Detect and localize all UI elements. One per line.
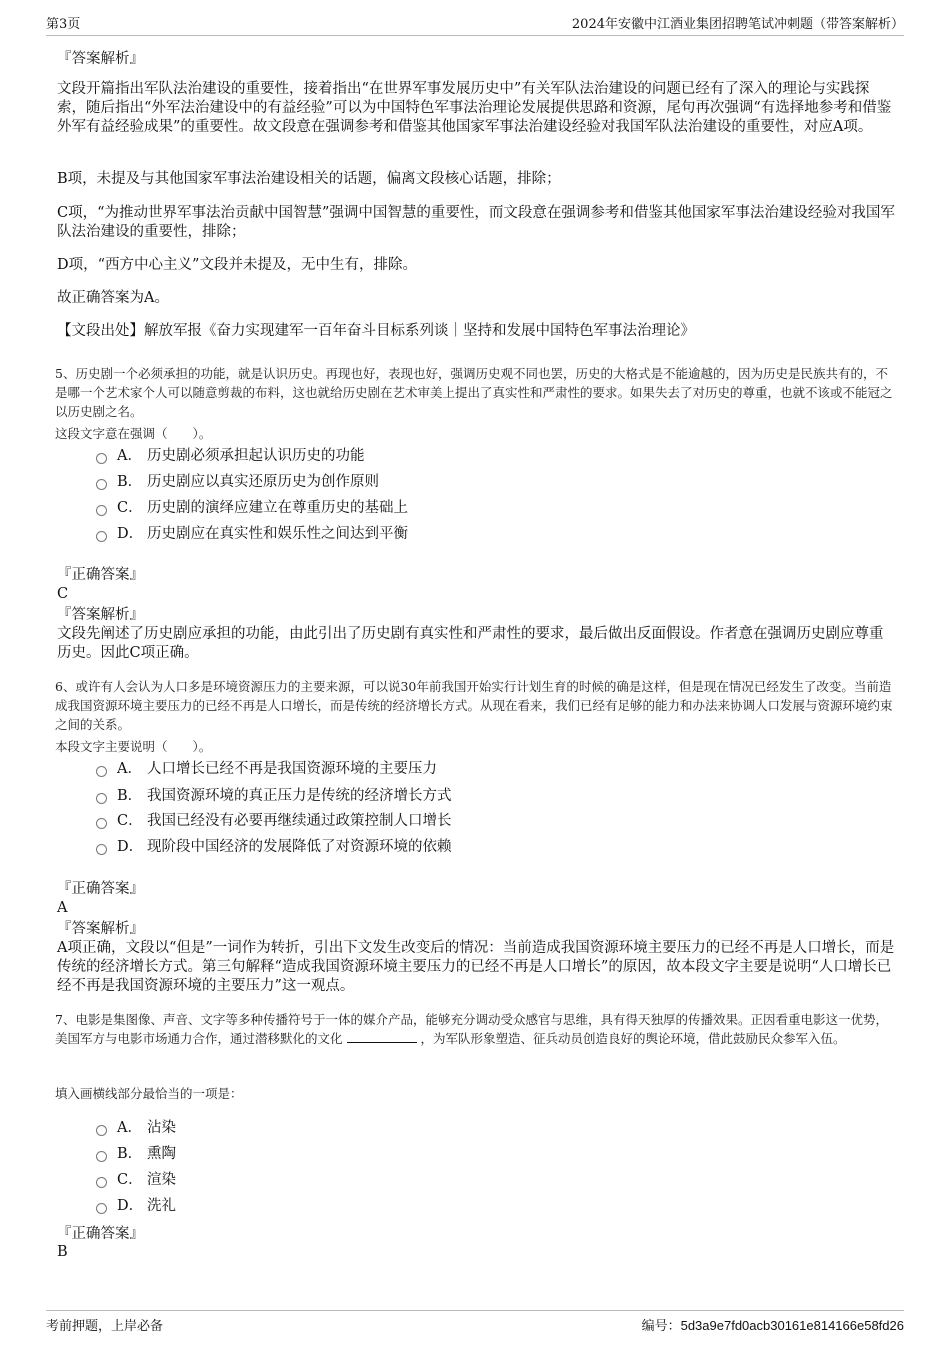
q6-answer-label: 『正确答案』	[57, 881, 144, 897]
q5-answer: C	[57, 586, 69, 602]
page-number: 第3页	[46, 17, 81, 32]
q6-analysis: A项正确，文段以“但是”一词作为转折，引出下文发生改变后的情况：当前造成我国资源环境主要压力的已经不再是人口增长，而是传统的经济增长方式。第三句解释“造成我国资源环境主要压力的已经不再是人口增长”的原因，故本段文字主要是说明“人口增长已经不再是我国资源环境的主要压力”这一观点。	[57, 940, 895, 994]
q4-analysis-para4: D项，“西方中心主义”文段并未提及，无中生有，排除。	[57, 257, 417, 273]
q5-option-a[interactable]: A． 历史剧必须承担起认识历史的功能	[96, 446, 365, 466]
q5-prompt: 这段文字意在强调（ ）。	[55, 426, 212, 441]
q4-analysis-para1: 文段开篇指出军队法治建设的重要性，接着指出“在世界军事发展历史中”有关军队法治建设的问题已经有了深入的理论与实践探索，随后指出“外军法治建设中的有益经验”可以为中国特色军事法治理论发展提供思路和资源，尾句再次强调“有选择地参考和借鉴外军有益经验成果”的重要性。故文段意在强调参考和借鉴其他国家军事法治建设经验对我国军队法治建设的重要性，对应A项。	[57, 81, 892, 135]
fill-blank[interactable]	[347, 1030, 417, 1043]
radio-icon[interactable]	[96, 844, 107, 855]
q4-analysis-para3: C项，“为推动世界军事法治贡献中国智慧”强调中国智慧的重要性，而文段意在强调参考和借鉴其他国家军事法治建设经验对我国军队法治建设的重要性，排除；	[57, 205, 895, 240]
q4-analysis-label: 『答案解析』	[57, 51, 144, 67]
footer-slogan: 考前押题，上岸必备	[46, 1319, 164, 1334]
q6-option-a[interactable]: A． 人口增长已经不再是我国资源环境的主要压力	[96, 759, 437, 779]
radio-icon[interactable]	[96, 766, 107, 777]
page-footer	[46, 1310, 904, 1334]
document-code: 编号：5d3a9e7fd0acb30161e814166e58fd26	[641, 1318, 904, 1334]
q4-analysis-para5: 故正确答案为A。	[57, 290, 169, 306]
q6-option-d[interactable]: D． 现阶段中国经济的发展降低了对资源环境的依赖	[96, 837, 452, 857]
radio-icon[interactable]	[96, 1151, 107, 1162]
radio-icon[interactable]	[96, 793, 107, 804]
q6-option-b[interactable]: B． 我国资源环境的真正压力是传统的经济增长方式	[96, 786, 452, 806]
q5-option-c[interactable]: C． 历史剧的演绎应建立在尊重历史的基础上	[96, 498, 408, 518]
q7-prompt: 填入画横线部分最恰当的一项是：	[55, 1086, 243, 1101]
q6-stem: 6、或许有人会认为人口多是环境资源压力的主要来源，可以说30年前我国开始实行计划生育的时候的确是这样，但是现在情况已经发生了改变。当前造成我国资源环境主要压力的已经不再是人口增长，而是传统的经济增长方式。从现在看来，我们已经有足够的能力和办法来协调人口发展与资源环境约束之间的关系。	[55, 679, 893, 732]
q5-analysis: 文段先阐述了历史剧应承担的功能，由此引出了历史剧有真实性和严肃性的要求，最后做出反面假设。作者意在强调历史剧应尊重历史。因此C项正确。	[57, 626, 884, 661]
q4-source: 【文段出处】解放军报《奋力实现建军一百年奋斗目标系列谈｜坚持和发展中国特色军事法治理论》	[57, 323, 695, 339]
q7-answer-label: 『正确答案』	[57, 1226, 144, 1242]
radio-icon[interactable]	[96, 479, 107, 490]
q7-stem: 7、电影是集图像、声音、文字等多种传播符号于一体的媒介产品，能够充分调动受众感官与思维，具有得天独厚的传播效果。正因看重电影这一优势，美国军方与电影市场通力合作，通过潜移默化的文化 ，为军队形象塑造、征兵动员创造良好的舆论环境，借此鼓励民众参军入伍。	[55, 1012, 888, 1046]
document-title: 2024年安徽中江酒业集团招聘笔试冲刺题（带答案解析）	[571, 17, 904, 32]
q7-answer: B	[57, 1244, 68, 1260]
q5-option-d[interactable]: D． 历史剧应在真实性和娱乐性之间达到平衡	[96, 524, 408, 544]
q7-option-b[interactable]: B． 熏陶	[96, 1144, 176, 1164]
q5-answer-label: 『正确答案』	[57, 567, 144, 583]
radio-icon[interactable]	[96, 1177, 107, 1188]
radio-icon[interactable]	[96, 818, 107, 829]
q7-option-a[interactable]: A． 沾染	[96, 1118, 176, 1138]
radio-icon[interactable]	[96, 453, 107, 464]
q7-option-d[interactable]: D． 洗礼	[96, 1196, 176, 1216]
radio-icon[interactable]	[96, 531, 107, 542]
q6-answer: A	[57, 900, 68, 916]
page-header	[46, 10, 904, 36]
radio-icon[interactable]	[96, 1125, 107, 1136]
q6-prompt: 本段文字主要说明（ ）。	[55, 739, 212, 754]
radio-icon[interactable]	[96, 1203, 107, 1214]
q5-analysis-label: 『答案解析』	[57, 607, 144, 623]
radio-icon[interactable]	[96, 505, 107, 516]
q4-analysis-para2: B项，未提及与其他国家军事法治建设相关的话题，偏离文段核心话题，排除；	[57, 171, 561, 187]
q7-option-c[interactable]: C． 渲染	[96, 1170, 176, 1190]
q5-stem: 5、历史剧一个必须承担的功能，就是认识历史。再现也好，表现也好，强调历史观不同也罢，历史的大格式是不能逾越的，因为历史是民族共有的，不是哪一个艺术家个人可以随意剪裁的布料，这也就给历史剧在艺术审美上提出了真实性和严肃性的要求。如果失去了对历史的尊重，也就不该或不能冠之以历史剧之名。	[55, 366, 893, 419]
q6-option-c[interactable]: C． 我国已经没有必要再继续通过政策控制人口增长	[96, 811, 452, 831]
q5-option-b[interactable]: B． 历史剧应以真实还原历史为创作原则	[96, 472, 379, 492]
q6-analysis-label: 『答案解析』	[57, 921, 144, 937]
